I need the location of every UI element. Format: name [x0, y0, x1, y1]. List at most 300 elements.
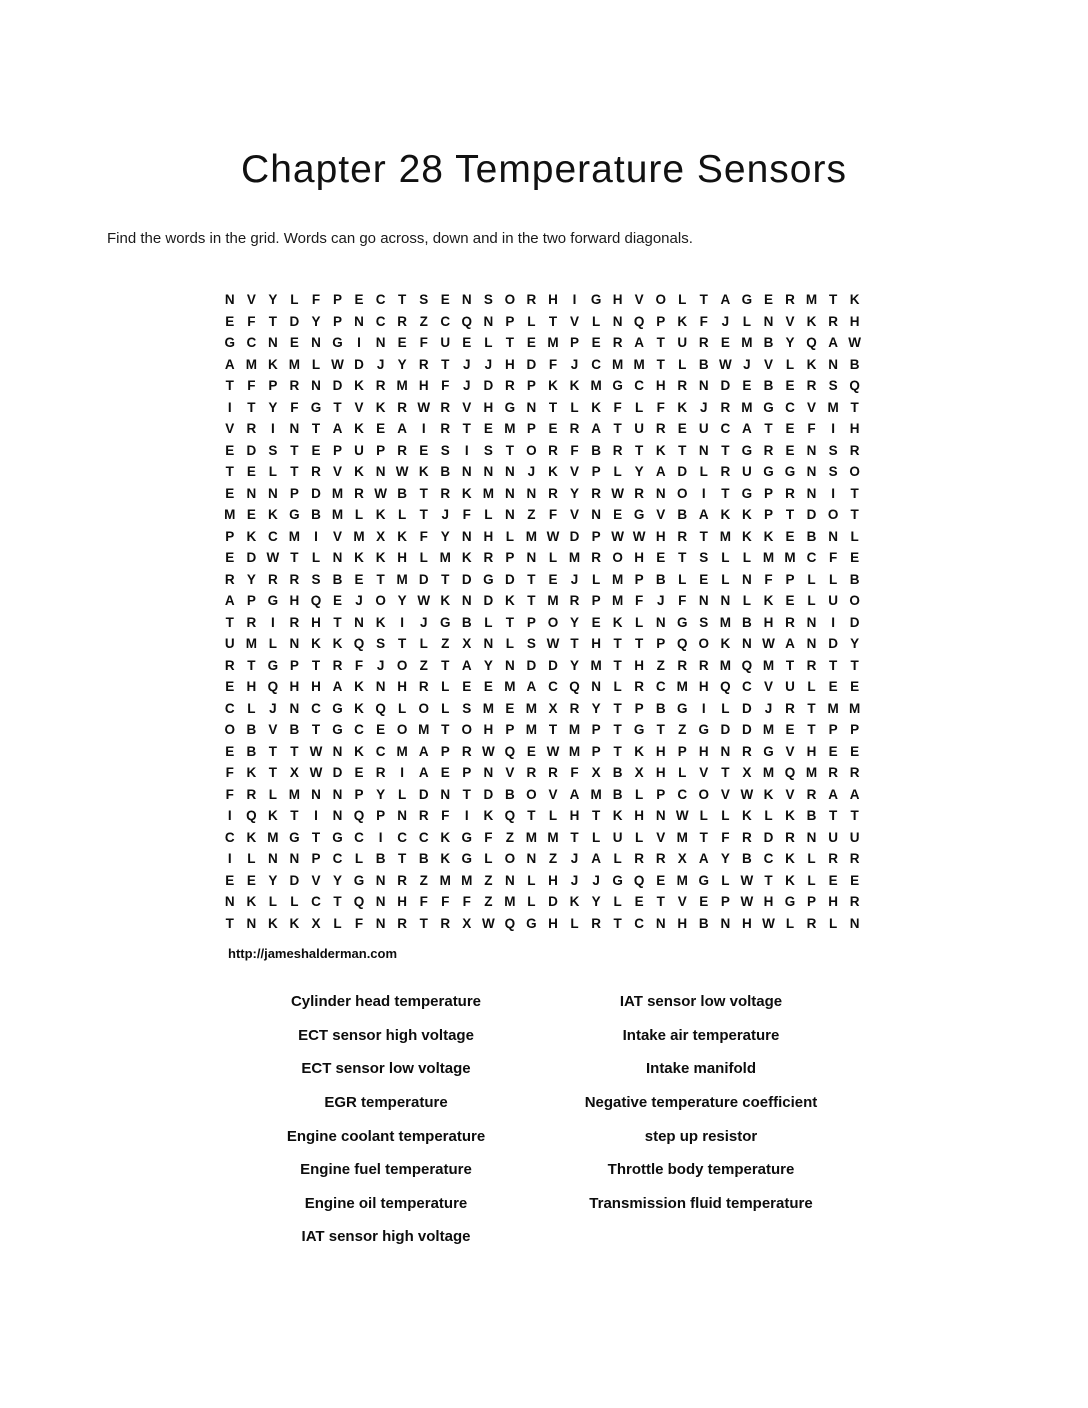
- grid-cell: J: [484, 356, 493, 372]
- grid-cell: R: [677, 657, 688, 673]
- grid-cell: T: [441, 657, 450, 673]
- grid-cell: R: [267, 571, 278, 587]
- grid-cell: H: [591, 636, 601, 652]
- grid-cell: C: [311, 894, 321, 910]
- grid-cell: A: [461, 657, 472, 673]
- grid-cell: A: [526, 679, 537, 695]
- grid-cell: R: [526, 765, 537, 781]
- grid-cell: B: [418, 851, 429, 867]
- grid-cell: H: [655, 765, 666, 781]
- grid-cell: T: [656, 335, 665, 351]
- grid-cell: M: [611, 593, 624, 609]
- grid-cell: E: [376, 722, 386, 738]
- grid-cell: E: [785, 378, 795, 394]
- grid-cell: D: [289, 872, 300, 888]
- grid-cell: K: [246, 528, 257, 544]
- grid-cell: H: [289, 593, 300, 609]
- grid-cell: N: [591, 679, 601, 695]
- grid-cell: A: [397, 421, 408, 437]
- grid-cell: K: [289, 915, 300, 931]
- grid-cell: C: [375, 743, 386, 759]
- grid-cell: V: [807, 399, 817, 415]
- grid-cell: C: [397, 829, 408, 845]
- grid-cell: F: [570, 765, 579, 781]
- grid-cell: U: [354, 442, 364, 458]
- grid-cell: E: [246, 872, 256, 888]
- grid-cell: S: [526, 636, 536, 652]
- grid-cell: R: [397, 872, 408, 888]
- grid-cell: T: [764, 872, 773, 888]
- grid-cell: E: [742, 378, 752, 394]
- grid-cell: N: [354, 614, 364, 630]
- grid-cell: K: [440, 593, 451, 609]
- grid-cell: L: [850, 528, 859, 544]
- grid-cell: T: [505, 335, 514, 351]
- grid-cell: R: [806, 786, 817, 802]
- grid-cell: B: [806, 528, 817, 544]
- grid-cell: R: [440, 399, 451, 415]
- grid-cell: T: [311, 657, 321, 673]
- grid-cell: C: [375, 292, 386, 308]
- grid-cell: Z: [484, 894, 493, 910]
- grid-cell: R: [440, 485, 451, 501]
- grid-cell: C: [224, 700, 235, 716]
- grid-cell: H: [311, 679, 321, 695]
- grid-cell: B: [461, 614, 472, 630]
- grid-cell: T: [828, 808, 838, 824]
- grid-cell: H: [483, 528, 494, 544]
- grid-cell: M: [784, 550, 796, 566]
- grid-cell: R: [720, 399, 731, 415]
- grid-cell: E: [656, 550, 666, 566]
- grid-cell: N: [655, 614, 666, 630]
- grid-cell: I: [270, 614, 275, 630]
- grid-cell: R: [634, 485, 645, 501]
- grid-cell: K: [440, 829, 451, 845]
- grid-cell: T: [268, 743, 277, 759]
- word-list-item: ECT sensor low voltage: [301, 1060, 471, 1078]
- grid-cell: M: [439, 550, 451, 566]
- grid-cell: M: [482, 485, 494, 501]
- word-list-right-column: [541, 985, 861, 1220]
- grid-cell: K: [806, 313, 817, 329]
- grid-cell: F: [247, 378, 256, 394]
- grid-cell: J: [570, 872, 579, 888]
- grid-cell: P: [440, 743, 450, 759]
- grid-cell: I: [314, 808, 318, 824]
- grid-cell: M: [267, 829, 279, 845]
- grid-cell: O: [504, 851, 516, 867]
- grid-cell: L: [699, 808, 708, 824]
- grid-cell: M: [525, 829, 538, 845]
- grid-cell: N: [375, 335, 386, 351]
- grid-cell: T: [850, 399, 859, 415]
- grid-cell: N: [698, 593, 709, 609]
- grid-cell: N: [311, 335, 321, 351]
- grid-cell: L: [548, 808, 558, 824]
- grid-cell: T: [828, 657, 838, 673]
- grid-cell: M: [331, 485, 344, 501]
- grid-cell: V: [656, 829, 666, 845]
- grid-cell: C: [591, 356, 601, 372]
- grid-cell: C: [440, 313, 451, 329]
- grid-cell: G: [741, 442, 753, 458]
- grid-cell: J: [700, 399, 708, 415]
- grid-cell: T: [311, 829, 321, 845]
- grid-cell: N: [375, 894, 386, 910]
- grid-cell: H: [849, 313, 860, 329]
- grid-cell: P: [634, 571, 644, 587]
- grid-cell: O: [655, 292, 666, 308]
- grid-cell: U: [785, 679, 795, 695]
- grid-cell: L: [419, 636, 428, 652]
- grid-cell: L: [828, 571, 838, 587]
- grid-cell: L: [290, 292, 299, 308]
- grid-cell: R: [785, 700, 795, 716]
- grid-cell: S: [419, 292, 429, 308]
- grid-cell: J: [570, 356, 579, 372]
- grid-cell: Y: [376, 786, 386, 802]
- grid-cell: D: [461, 571, 472, 587]
- grid-cell: M: [331, 507, 344, 523]
- grid-cell: R: [483, 550, 494, 566]
- grid-cell: M: [741, 399, 753, 415]
- grid-cell: R: [418, 356, 429, 372]
- grid-cell: M: [719, 614, 731, 630]
- grid-cell: T: [678, 442, 687, 458]
- grid-cell: T: [828, 292, 838, 308]
- grid-cell: V: [570, 313, 580, 329]
- grid-cell: R: [634, 851, 645, 867]
- grid-cell: L: [333, 915, 342, 931]
- grid-cell: O: [849, 593, 860, 609]
- grid-cell: N: [311, 786, 321, 802]
- grid-cell: T: [678, 550, 687, 566]
- grid-cell: C: [785, 399, 795, 415]
- grid-cell: W: [611, 528, 624, 544]
- grid-cell: I: [357, 335, 361, 351]
- grid-cell: W: [718, 356, 732, 372]
- grid-cell: M: [827, 399, 839, 415]
- grid-cell: M: [525, 700, 538, 716]
- grid-cell: A: [785, 636, 795, 652]
- grid-cell: K: [612, 808, 623, 824]
- grid-cell: T: [635, 442, 644, 458]
- grid-cell: M: [396, 571, 408, 587]
- grid-cell: E: [785, 442, 795, 458]
- grid-cell: H: [763, 614, 774, 630]
- grid-cell: M: [288, 356, 301, 372]
- grid-cell: I: [227, 808, 232, 824]
- word-list-item: Engine fuel temperature: [300, 1161, 472, 1179]
- grid-cell: P: [828, 722, 838, 738]
- grid-cell: F: [764, 571, 773, 587]
- word-list-item: Negative temperature coefficient: [584, 1094, 818, 1112]
- grid-cell: K: [267, 915, 278, 931]
- word-list-item: Engine coolant temperature: [286, 1127, 486, 1145]
- grid-cell: R: [246, 786, 257, 802]
- grid-cell: X: [311, 915, 321, 931]
- grid-cell: D: [483, 378, 494, 394]
- grid-cell: S: [268, 442, 278, 458]
- grid-cell: R: [612, 335, 623, 351]
- grid-cell: E: [225, 485, 235, 501]
- grid-cell: K: [354, 464, 364, 480]
- grid-cell: T: [613, 915, 622, 931]
- grid-cell: N: [289, 636, 300, 652]
- grid-cell: B: [375, 851, 386, 867]
- grid-cell: E: [354, 571, 364, 587]
- grid-cell: B: [742, 614, 752, 630]
- grid-cell: M: [245, 356, 257, 372]
- grid-cell: M: [568, 722, 581, 738]
- grid-cell: K: [246, 829, 257, 845]
- grid-cell: H: [655, 378, 666, 394]
- grid-cell: P: [333, 292, 343, 308]
- grid-cell: L: [764, 808, 773, 824]
- grid-cell: L: [484, 851, 493, 867]
- grid-cell: T: [527, 571, 536, 587]
- grid-cell: N: [461, 464, 472, 480]
- grid-cell: W: [374, 485, 387, 501]
- grid-cell: R: [849, 442, 860, 458]
- grid-cell: N: [483, 765, 494, 781]
- grid-cell: K: [548, 378, 558, 394]
- grid-cell: G: [332, 829, 343, 845]
- grid-cell: R: [375, 378, 386, 394]
- grid-cell: R: [397, 442, 408, 458]
- grid-cell: T: [398, 851, 407, 867]
- grid-cell: T: [785, 657, 795, 673]
- grid-cell: F: [290, 399, 299, 415]
- grid-cell: F: [635, 593, 644, 609]
- grid-cell: M: [741, 335, 753, 351]
- grid-cell: L: [785, 356, 795, 372]
- grid-cell: K: [677, 399, 688, 415]
- grid-cell: L: [721, 872, 730, 888]
- grid-cell: R: [311, 464, 321, 480]
- grid-cell: O: [849, 464, 860, 480]
- grid-cell: G: [224, 335, 236, 351]
- grid-cell: T: [764, 421, 773, 437]
- grid-cell: M: [676, 872, 688, 888]
- grid-cell: T: [225, 464, 234, 480]
- grid-cell: F: [441, 894, 450, 910]
- grid-cell: B: [806, 808, 817, 824]
- grid-cell: R: [397, 915, 408, 931]
- grid-cell: C: [742, 679, 752, 695]
- grid-cell: O: [396, 657, 408, 673]
- grid-cell: Z: [419, 313, 428, 329]
- grid-cell: G: [289, 829, 300, 845]
- grid-cell: L: [247, 700, 256, 716]
- grid-cell: T: [570, 636, 579, 652]
- grid-cell: K: [677, 313, 688, 329]
- grid-cell: Y: [397, 356, 407, 372]
- grid-cell: I: [464, 808, 469, 824]
- grid-cell: M: [224, 507, 236, 523]
- grid-cell: B: [763, 378, 774, 394]
- grid-cell: F: [721, 829, 730, 845]
- grid-cell: G: [267, 657, 279, 673]
- grid-cell: S: [311, 571, 321, 587]
- grid-cell: B: [677, 507, 688, 523]
- grid-cell: A: [224, 593, 235, 609]
- grid-cell: L: [613, 894, 622, 910]
- grid-cell: O: [396, 722, 408, 738]
- grid-cell: N: [224, 894, 235, 910]
- grid-cell: K: [785, 872, 795, 888]
- grid-cell: H: [569, 808, 580, 824]
- grid-cell: K: [375, 507, 386, 523]
- grid-cell: A: [418, 743, 429, 759]
- grid-cell: K: [785, 808, 795, 824]
- grid-cell: L: [807, 851, 816, 867]
- grid-cell: L: [591, 313, 601, 329]
- grid-cell: R: [246, 614, 257, 630]
- grid-cell: V: [505, 765, 515, 781]
- grid-cell: G: [612, 872, 623, 888]
- grid-cell: B: [655, 571, 666, 587]
- grid-cell: E: [225, 679, 235, 695]
- grid-cell: M: [504, 679, 516, 695]
- grid-cell: K: [332, 636, 343, 652]
- grid-cell: G: [332, 335, 343, 351]
- grid-cell: T: [613, 636, 622, 652]
- grid-cell: R: [785, 829, 795, 845]
- grid-cell: E: [850, 550, 860, 566]
- grid-cell: K: [375, 550, 386, 566]
- grid-cell: T: [613, 743, 622, 759]
- grid-cell: M: [288, 786, 301, 802]
- grid-cell: D: [246, 442, 257, 458]
- grid-cell: K: [440, 851, 451, 867]
- grid-cell: I: [378, 829, 383, 845]
- grid-cell: P: [720, 894, 730, 910]
- grid-cell: G: [633, 507, 645, 523]
- grid-cell: B: [742, 851, 752, 867]
- grid-cell: T: [699, 829, 708, 845]
- grid-cell: N: [720, 915, 731, 931]
- grid-cell: N: [742, 636, 752, 652]
- grid-cell: Q: [504, 808, 516, 824]
- grid-cell: A: [418, 765, 429, 781]
- grid-cell: W: [481, 743, 495, 759]
- grid-cell: E: [699, 571, 709, 587]
- grid-cell: Q: [375, 700, 386, 716]
- grid-cell: L: [591, 829, 601, 845]
- grid-cell: D: [332, 765, 343, 781]
- grid-cell: W: [611, 485, 624, 501]
- grid-cell: H: [548, 292, 558, 308]
- grid-cell: Y: [570, 614, 580, 630]
- grid-cell: N: [763, 313, 774, 329]
- grid-cell: N: [483, 636, 494, 652]
- grid-cell: L: [311, 356, 321, 372]
- grid-cell: A: [720, 292, 731, 308]
- grid-cell: I: [701, 485, 706, 501]
- grid-cell: N: [332, 808, 343, 824]
- grid-cell: I: [464, 442, 469, 458]
- grid-cell: N: [698, 442, 709, 458]
- grid-cell: A: [591, 421, 601, 437]
- grid-cell: E: [850, 743, 860, 759]
- grid-cell: T: [591, 808, 601, 824]
- grid-cell: O: [461, 722, 473, 738]
- grid-cell: K: [354, 550, 364, 566]
- grid-cell: L: [721, 700, 730, 716]
- grid-cell: H: [634, 657, 645, 673]
- grid-cell: T: [311, 421, 321, 437]
- grid-cell: T: [721, 765, 730, 781]
- grid-cell: K: [806, 356, 817, 372]
- grid-cell: E: [591, 335, 601, 351]
- word-list-item: Intake air temperature: [622, 1026, 780, 1044]
- grid-cell: W: [848, 335, 861, 351]
- grid-cell: E: [720, 335, 730, 351]
- grid-cell: G: [698, 872, 710, 888]
- grid-cell: A: [742, 421, 752, 437]
- grid-cell: L: [678, 292, 687, 308]
- grid-cell: Z: [419, 657, 428, 673]
- grid-cell: A: [634, 335, 645, 351]
- grid-cell: B: [763, 335, 774, 351]
- grid-cell: W: [417, 593, 431, 609]
- grid-cell: R: [698, 335, 709, 351]
- grid-cell: X: [677, 851, 687, 867]
- grid-cell: P: [634, 700, 644, 716]
- grid-cell: N: [267, 851, 278, 867]
- grid-cell: L: [570, 915, 579, 931]
- grid-cell: N: [375, 464, 386, 480]
- grid-cell: E: [397, 335, 407, 351]
- grid-cell: M: [762, 765, 775, 781]
- grid-cell: I: [831, 485, 835, 501]
- grid-cell: P: [591, 743, 601, 759]
- grid-cell: U: [440, 335, 451, 351]
- grid-cell: G: [741, 292, 753, 308]
- grid-cell: R: [418, 808, 429, 824]
- grid-cell: N: [720, 593, 731, 609]
- grid-cell: V: [785, 786, 795, 802]
- grid-cell: P: [354, 786, 364, 802]
- grid-cell: E: [462, 679, 472, 695]
- grid-cell: Y: [440, 528, 450, 544]
- grid-cell: T: [333, 614, 342, 630]
- grid-cell: D: [742, 700, 752, 716]
- grid-cell: N: [505, 464, 515, 480]
- grid-cell: T: [505, 442, 514, 458]
- grid-cell: R: [289, 571, 300, 587]
- grid-cell: L: [635, 614, 644, 630]
- grid-cell: K: [267, 356, 278, 372]
- grid-cell: S: [483, 442, 493, 458]
- grid-cell: B: [655, 700, 666, 716]
- grid-cell: K: [354, 700, 364, 716]
- grid-cell: U: [828, 593, 838, 609]
- grid-cell: W: [546, 743, 560, 759]
- grid-cell: S: [440, 442, 450, 458]
- grid-cell: L: [807, 593, 816, 609]
- grid-cell: T: [613, 421, 622, 437]
- grid-cell: L: [678, 765, 687, 781]
- grid-cell: E: [828, 679, 838, 695]
- grid-cell: I: [831, 614, 835, 630]
- grid-cell: E: [246, 464, 256, 480]
- grid-cell: P: [850, 722, 860, 738]
- grid-cell: M: [590, 657, 602, 673]
- grid-cell: K: [742, 808, 752, 824]
